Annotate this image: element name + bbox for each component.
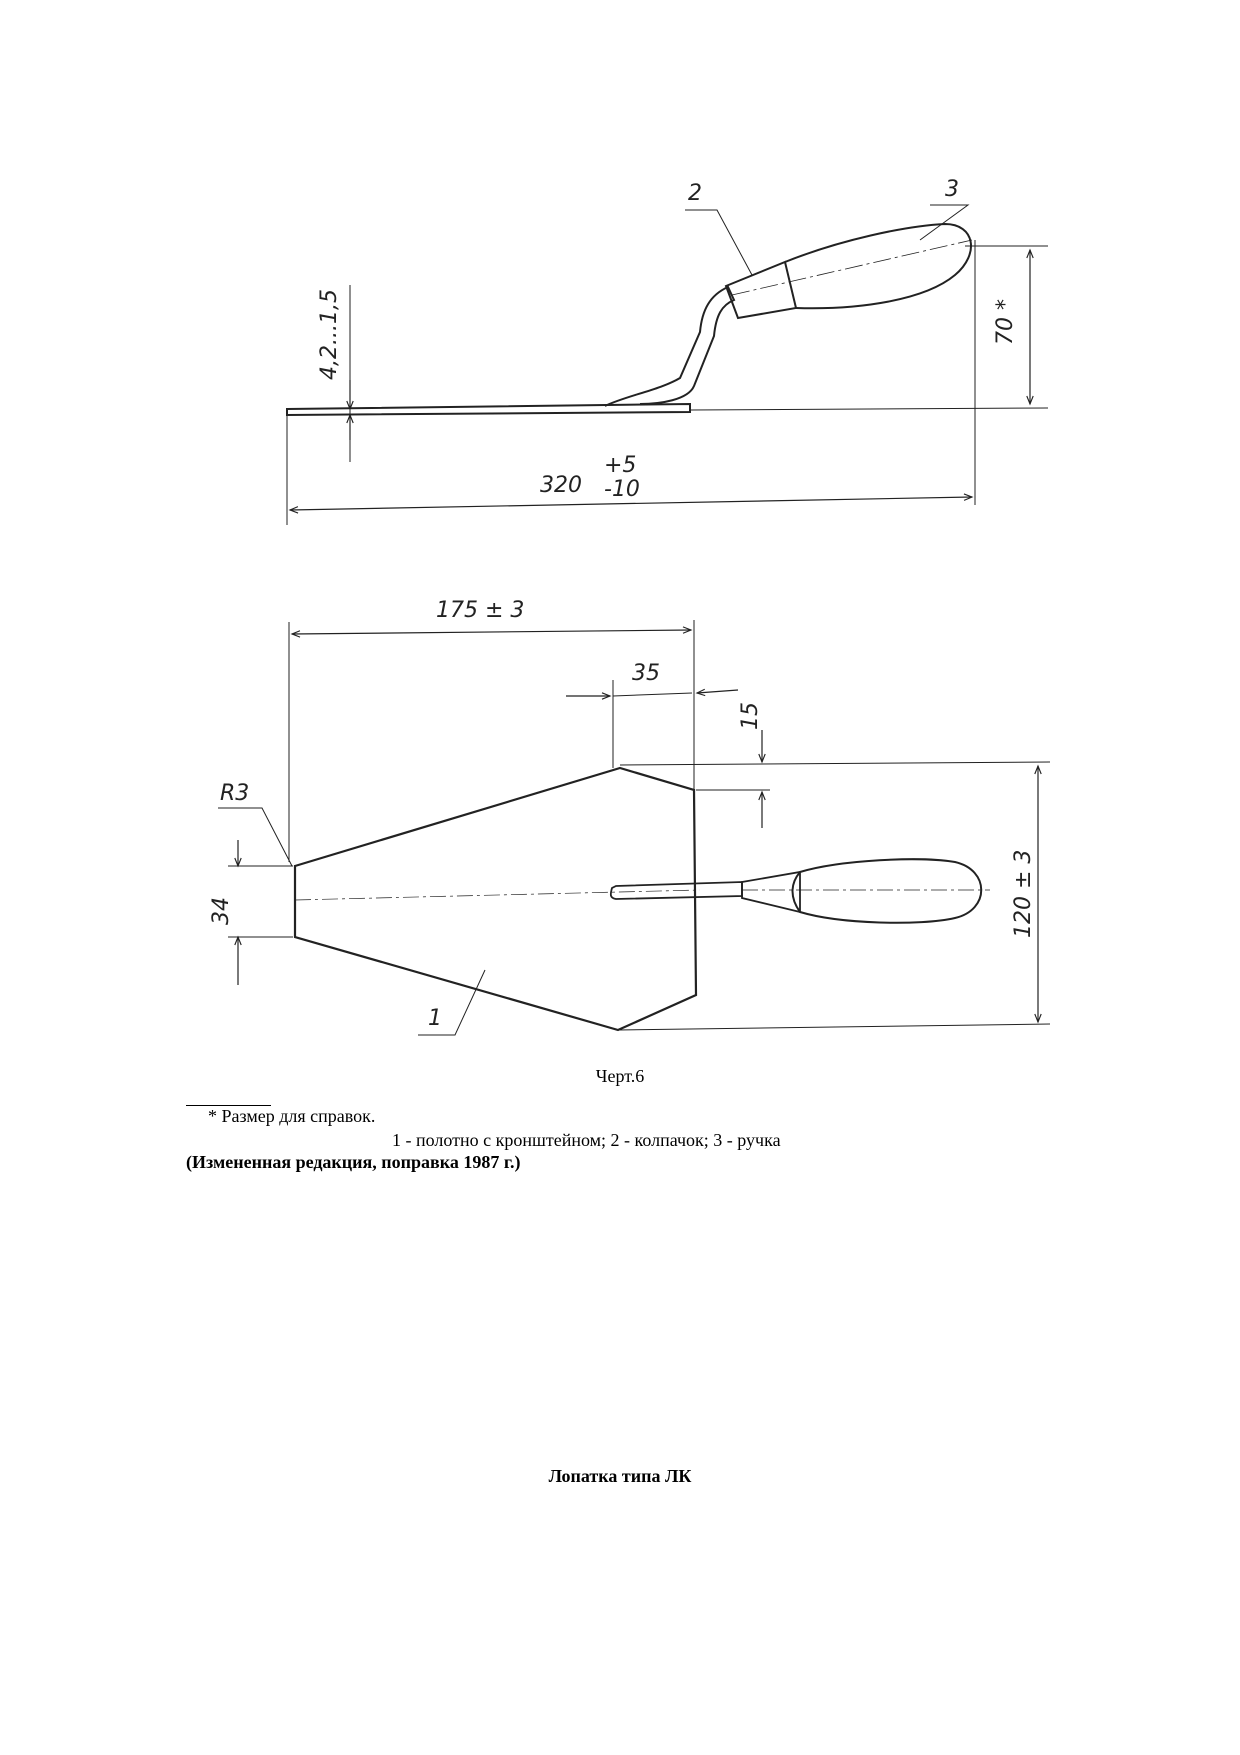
dim-tip-width-34: 34: [209, 897, 234, 925]
leader-2: [685, 210, 752, 275]
side-handle: [785, 224, 971, 308]
side-part-label-2: 2: [688, 181, 702, 206]
part-legend: 1 - полотно с кронштейном; 2 - колпачок; 3 - ручка: [392, 1130, 781, 1150]
top-handle: [793, 859, 982, 923]
leader-3: [920, 205, 968, 240]
dim-length-base: 320: [540, 473, 582, 498]
dim-thickness: 4,2...1,5: [317, 289, 342, 380]
side-blade: [287, 404, 690, 415]
dim-corner-15: 15: [738, 702, 763, 730]
dim-radius-r3: R3: [220, 781, 250, 806]
side-part-label-3: 3: [945, 177, 959, 202]
dim-length-minus: -10: [604, 477, 640, 502]
figure-caption: Черт.6: [595, 1066, 645, 1086]
dim-tip-offset-35: 35: [632, 661, 660, 686]
footnote: * Размер для справок.: [208, 1106, 376, 1126]
top-part-label-1: 1: [428, 1006, 442, 1031]
revision-note: (Измененная редакция, поправка 1987 г.): [186, 1152, 521, 1172]
leader-r3: [218, 808, 292, 866]
dim-length-plus: +5: [604, 453, 637, 478]
dim-width-120: 120 ± 3: [1011, 849, 1036, 938]
dim-length-175: 175 ± 3: [436, 598, 525, 623]
side-bracket: [605, 287, 734, 406]
side-cap: [726, 262, 796, 318]
section-title: Лопатка типа ЛК: [548, 1466, 692, 1486]
side-view: [287, 205, 1048, 525]
dim-height: 70 *: [993, 299, 1018, 345]
